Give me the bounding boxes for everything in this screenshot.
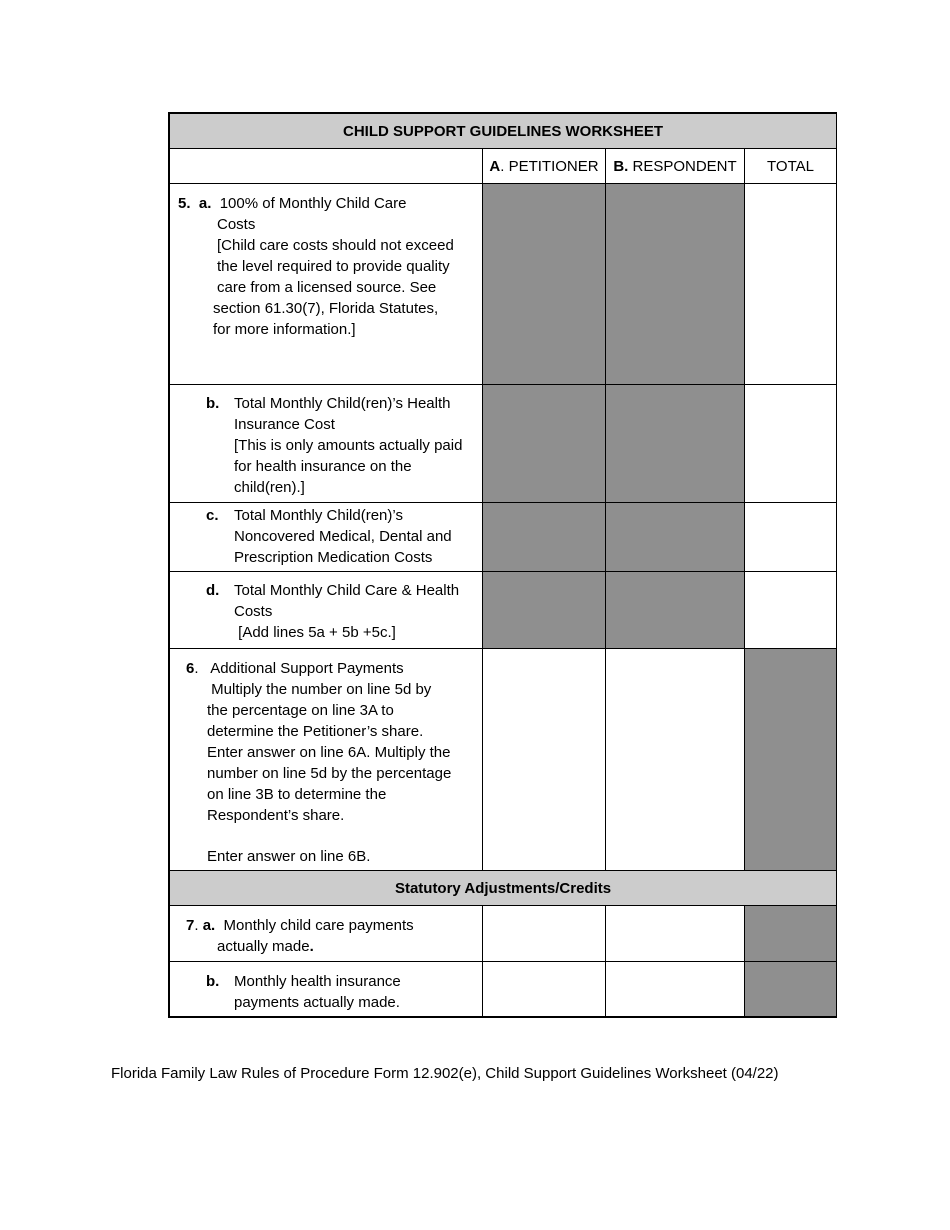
row-6 — [170, 649, 837, 871]
row-5c-total-input[interactable] — [745, 503, 837, 572]
worksheet-table — [168, 112, 837, 1018]
row-5b — [170, 385, 837, 503]
blank-header-cell — [170, 149, 483, 184]
row-6-total-cell — [745, 649, 837, 871]
row-5d-petitioner-cell — [483, 572, 606, 649]
row-7b — [170, 962, 837, 1017]
row-5d — [170, 572, 837, 649]
row-5d-total-input[interactable] — [745, 572, 837, 649]
row-7a-total-cell — [745, 906, 837, 962]
row-5c — [170, 503, 837, 572]
worksheet-title: CHILD SUPPORT GUIDELINES WORKSHEET — [170, 114, 837, 149]
row-5b-petitioner-cell — [483, 385, 606, 503]
row-5a — [170, 184, 837, 385]
row-5d-label: d. Total Monthly Child Care & Health Costs [Add lines 5a + 5b +5c.] — [170, 572, 483, 649]
form-footer: Florida Family Law Rules of Procedure Form 12.902(e), Child Support Guidelines Worksheet (04/22) — [111, 1065, 779, 1082]
column-header-total: TOTAL — [745, 149, 837, 184]
row-7b-label: b. Monthly health insurance payments actually made. — [170, 962, 483, 1017]
row-6-label: 6. Additional Support Payments Multiply the number on line 5d by the percentage on line 3A to determine the Petitioner’s share. Enter answer on line 6A. Multiply the number on line 5d by the percentage on line 3B to determine the Respondent’s share. Enter answer on line 6B. — [170, 649, 483, 871]
row-7b-petitioner-input[interactable] — [483, 962, 606, 1017]
row-5b-label: b. Total Monthly Child(ren)’s Health Insurance Cost [This is only amounts actually paid for health insurance on the child(ren).] — [170, 385, 483, 503]
row-6-respondent-input[interactable] — [606, 649, 745, 871]
row-5d-respondent-cell — [606, 572, 745, 649]
row-5c-label: c. Total Monthly Child(ren)’s Noncovered Medical, Dental and Prescription Medication Costs — [170, 503, 483, 572]
row-5a-label: 5. a. 100% of Monthly Child Care Costs [Child care costs should not exceed the level required to provide quality care from a licensed source. See section 61.30(7), Florida Statutes, for more information.] — [170, 184, 483, 385]
row-7a — [170, 906, 837, 962]
row-5a-respondent-cell — [606, 184, 745, 385]
row-5a-petitioner-cell — [483, 184, 606, 385]
row-5c-petitioner-cell — [483, 503, 606, 572]
row-7b-respondent-input[interactable] — [606, 962, 745, 1017]
row-5c-respondent-cell — [606, 503, 745, 572]
row-7a-respondent-input[interactable] — [606, 906, 745, 962]
column-header-respondent: B. RESPONDENT — [606, 149, 745, 184]
row-7b-total-cell — [745, 962, 837, 1017]
section-band-statutory-adjustments: Statutory Adjustments/Credits — [170, 871, 837, 906]
row-7a-label: 7. a. Monthly child care payments actually made. — [170, 906, 483, 962]
row-5a-total-input[interactable] — [745, 184, 837, 385]
row-5b-respondent-cell — [606, 385, 745, 503]
row-7a-petitioner-input[interactable] — [483, 906, 606, 962]
row-5b-total-input[interactable] — [745, 385, 837, 503]
row-6-petitioner-input[interactable] — [483, 649, 606, 871]
column-header-petitioner: A. PETITIONER — [483, 149, 606, 184]
